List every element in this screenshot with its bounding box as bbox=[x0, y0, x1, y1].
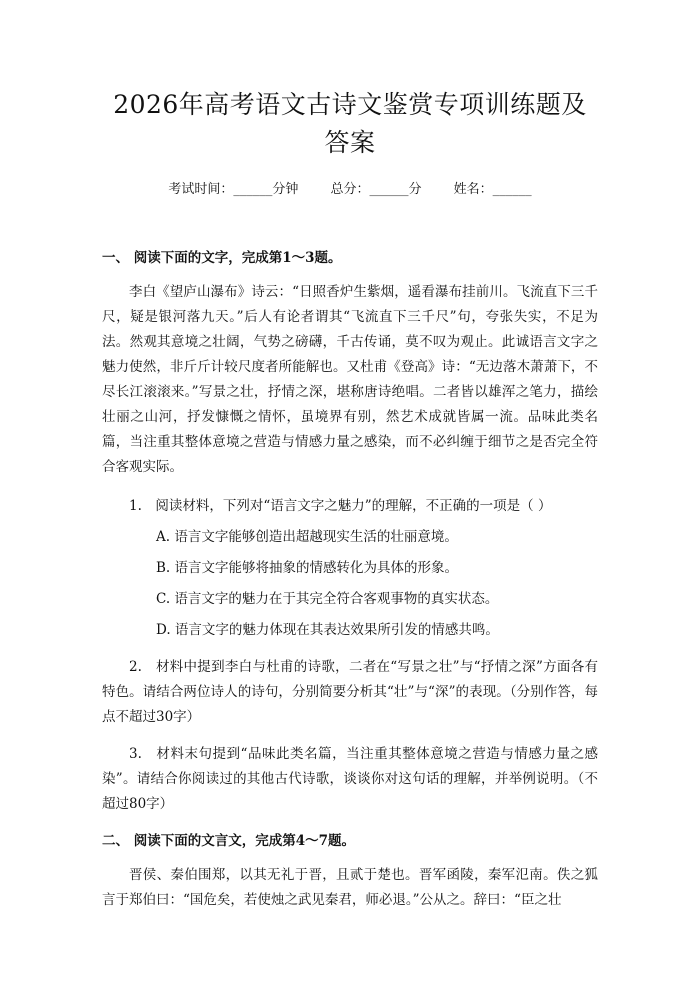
section-1-heading: 一、 阅读下面的文字，完成第1～3题。 bbox=[102, 250, 342, 266]
total-score-field: 总分：______分 bbox=[330, 182, 422, 197]
document-title: 2026年高考语文古诗文鉴赏专项训练题及答案 bbox=[113, 90, 587, 157]
option-c: C. 语言文字的魅力在于其完全符合客观事物的真实状态。 bbox=[156, 591, 499, 607]
question-1-options bbox=[102, 525, 598, 643]
exam-time-field: 考试时间：______分钟 bbox=[168, 182, 299, 197]
exam-info bbox=[102, 180, 598, 200]
option-a: A. 语言文字能够创造出超越现实生活的壮丽意境。 bbox=[156, 529, 458, 545]
question-1-stem: 1. 阅读材料，下列对“语言文字之魅力”的理解，不正确的一项是（ ） bbox=[129, 498, 552, 514]
option-b: B. 语言文字能够将抽象的情感转化为具体的形象。 bbox=[156, 560, 459, 576]
question-3: 3. 材料末句提到“品味此类名篇，当注重其整体意境之营造与情感力量之感染”。请结合你阅读过的其他古代诗歌，谈谈你对这句话的理解，并举例说明。（不超过80字） bbox=[102, 746, 598, 812]
question-2: 2. 材料中提到李白与杜甫的诗歌，二者在“写景之壮”与“抒情之深”方面各有特色。请结合两位诗人的诗句，分别简要分析其“壮”与“深”的表现。（分别作答，每点不超过30字） bbox=[102, 659, 598, 725]
section-2-heading: 二、 阅读下面的文言文，完成第4～7题。 bbox=[102, 833, 355, 849]
option-d: D. 语言文字的魅力体现在其表达效果所引发的情感共鸣。 bbox=[156, 622, 499, 638]
student-name-field: 姓名：______ bbox=[453, 182, 532, 197]
document-page bbox=[0, 86, 700, 991]
section-1-passage: 李白《望庐山瀑布》诗云：“日照香炉生紫烟，遥看瀑布挂前川。飞流直下三千尺，疑是银河落九天。”后人有论者谓其“飞流直下三千尺”句，夸张失实，不足为法。然观其意境之壮阔，气势之磅礴，千古传诵，莫不叹为观止。此诚语言文字之魅力使然，非斤斤计较尺度者所能解也。又杜甫《登高》诗：“无边落木萧萧下，不尽长江滚滚来。”写景之壮，抒情之深，堪称唐诗绝唱。二者皆以雄浑之笔力，描绘壮丽之山河，抒发慷慨之情怀，虽境界有别，然艺术成就皆属一流。品味此类名篇，当注重其整体意境之营造与情感力量之感染，而不必纠缠于细节之是否完全符合客观实际。 bbox=[102, 284, 598, 475]
section-2-passage: 晋侯、秦伯围郑，以其无礼于晋，且贰于楚也。晋军函陵，秦军氾南。佚之狐言于郑伯曰：“国危矣，若使烛之武见秦君，师必退。”公从之。辞曰：“臣之壮 bbox=[102, 867, 598, 908]
